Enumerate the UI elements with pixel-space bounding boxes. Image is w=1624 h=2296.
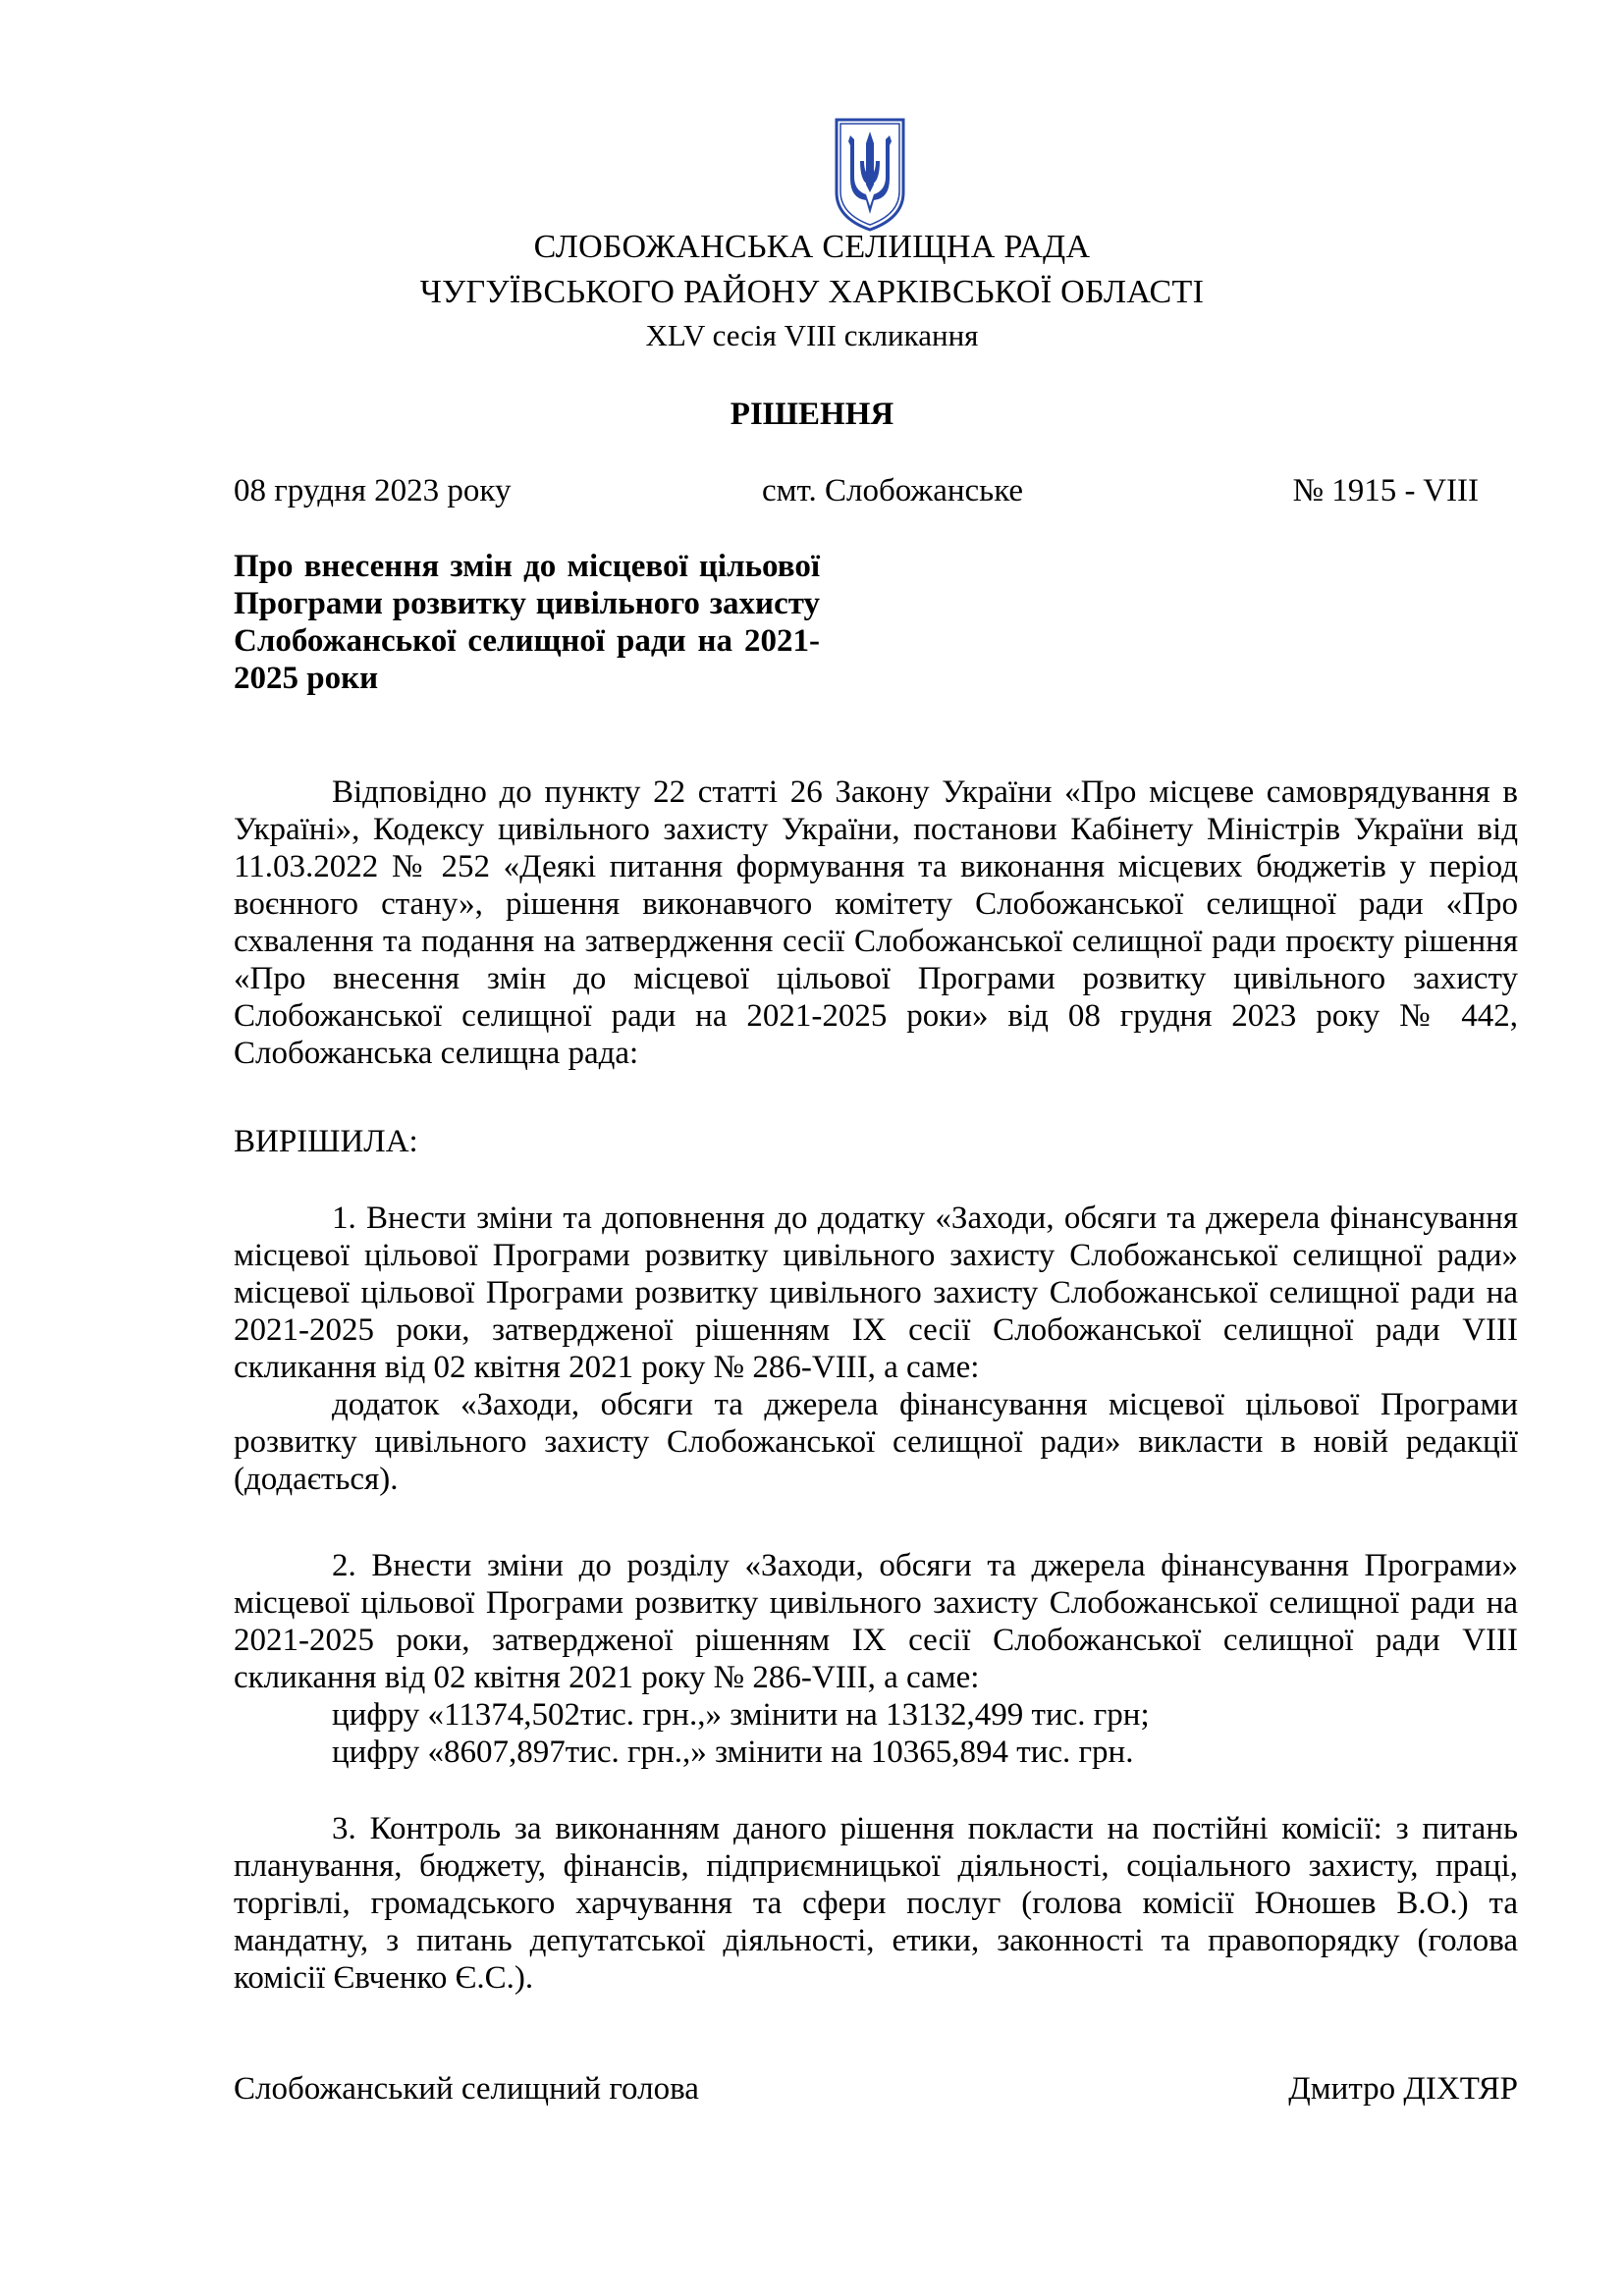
coat-of-arms-icon [831,116,909,232]
decision-number: № 1915 - VIII [1292,473,1479,508]
item-2-sub-line-2: цифру «8607,897тис. грн.,» змінити на 10365,894 тис. грн. [332,1735,1134,1770]
decision-subject: Про внесення змін до місцевої цільової Програми розвитку цивільного захисту Слобожанської селищної ради на 2021-2025 роки [234,549,820,696]
resolved-heading: ВИРІШИЛА: [234,1124,418,1159]
signatory-name: Дмитро ДІХТЯР [1288,2071,1518,2107]
item-1-paragraph: 1. Внести зміни та доповнення до додатку «Заходи, обсяги та джерела фінансування місцевої цільової Програми розвитку цивільного захисту Слобожанської селищної ради» місцевої цільової Програми розвитку цивільного захисту Слобожанської селищної ради на 2021-2025 роки, затвердженої рішенням IX сесії Слобожанської селищної ради VIII скликання від 02 квітня 2021 року № 286-VIII, а саме: [234,1201,1518,1385]
signatory-position: Слобожанський селищний голова [234,2071,699,2107]
district-name: ЧУГУЇВСЬКОГО РАЙОНУ ХАРКІВСЬКОЇ ОБЛАСТІ [419,274,1205,310]
item-2-paragraph: 2. Внести зміни до розділу «Заходи, обсяги та джерела фінансування Програми» місцевої цільової Програми розвитку цивільного захисту Слобожанської селищної ради на 2021-2025 роки, затвердженої рішенням IX сесії Слобожанської селищної ради VIII скликання від 02 квітня 2021 року № 286-VIII, а саме: [234,1548,1518,1695]
item-3-paragraph: 3. Контроль за виконанням даного рішення покласти на постійні комісії: з питань планування, бюджету, фінансів, підприємницької діяльності, соціального захисту, праці, торгівлі, громадського харчування та сфери послуг (голова комісії Юношев В.О.) та мандатну, з питань депутатської діяльності, етики, законності та правопорядку (голова комісії Євченко Є.С.). [234,1811,1518,1996]
decision-place: смт. Слобожанське [762,473,1024,508]
decision-date: 08 грудня 2023 року [234,473,512,508]
session-info: XLV сесія VIII скликання [645,318,979,352]
preamble-paragraph: Відповідно до пункту 22 статті 26 Закону України «Про місцеве самоврядування в Україні», Кодексу цивільного захисту України, постанови Кабінету Міністрів України від 11.03.2022 № 252 «Деякі питання формування та виконання місцевих бюджетів у період воєнного стану», рішення виконавчого комітету Слобожанської селищної ради «Про схвалення та подання на затвердження сесії Слобожанської селищної ради проєкту рішення «Про внесення змін до місцевої цільової Програми розвитку цивільного захисту Слобожанської селищної ради на 2021-2025 роки» від 08 грудня 2023 року № 442, Слобожанська селищна рада: [234,774,1518,1071]
council-name: СЛОБОЖАНСЬКА СЕЛИЩНА РАДА [533,229,1091,265]
item-1-sub-paragraph: додаток «Заходи, обсяги та джерела фінансування місцевої цільової Програми розвитку цивільного захисту Слобожанської селищної ради» викласти в новій редакції (додається). [234,1387,1518,1497]
item-2-sub-line-1: цифру «11374,502тис. грн.,» змінити на 13132,499 тис. грн; [332,1697,1150,1733]
document-title: РІШЕННЯ [730,397,894,432]
